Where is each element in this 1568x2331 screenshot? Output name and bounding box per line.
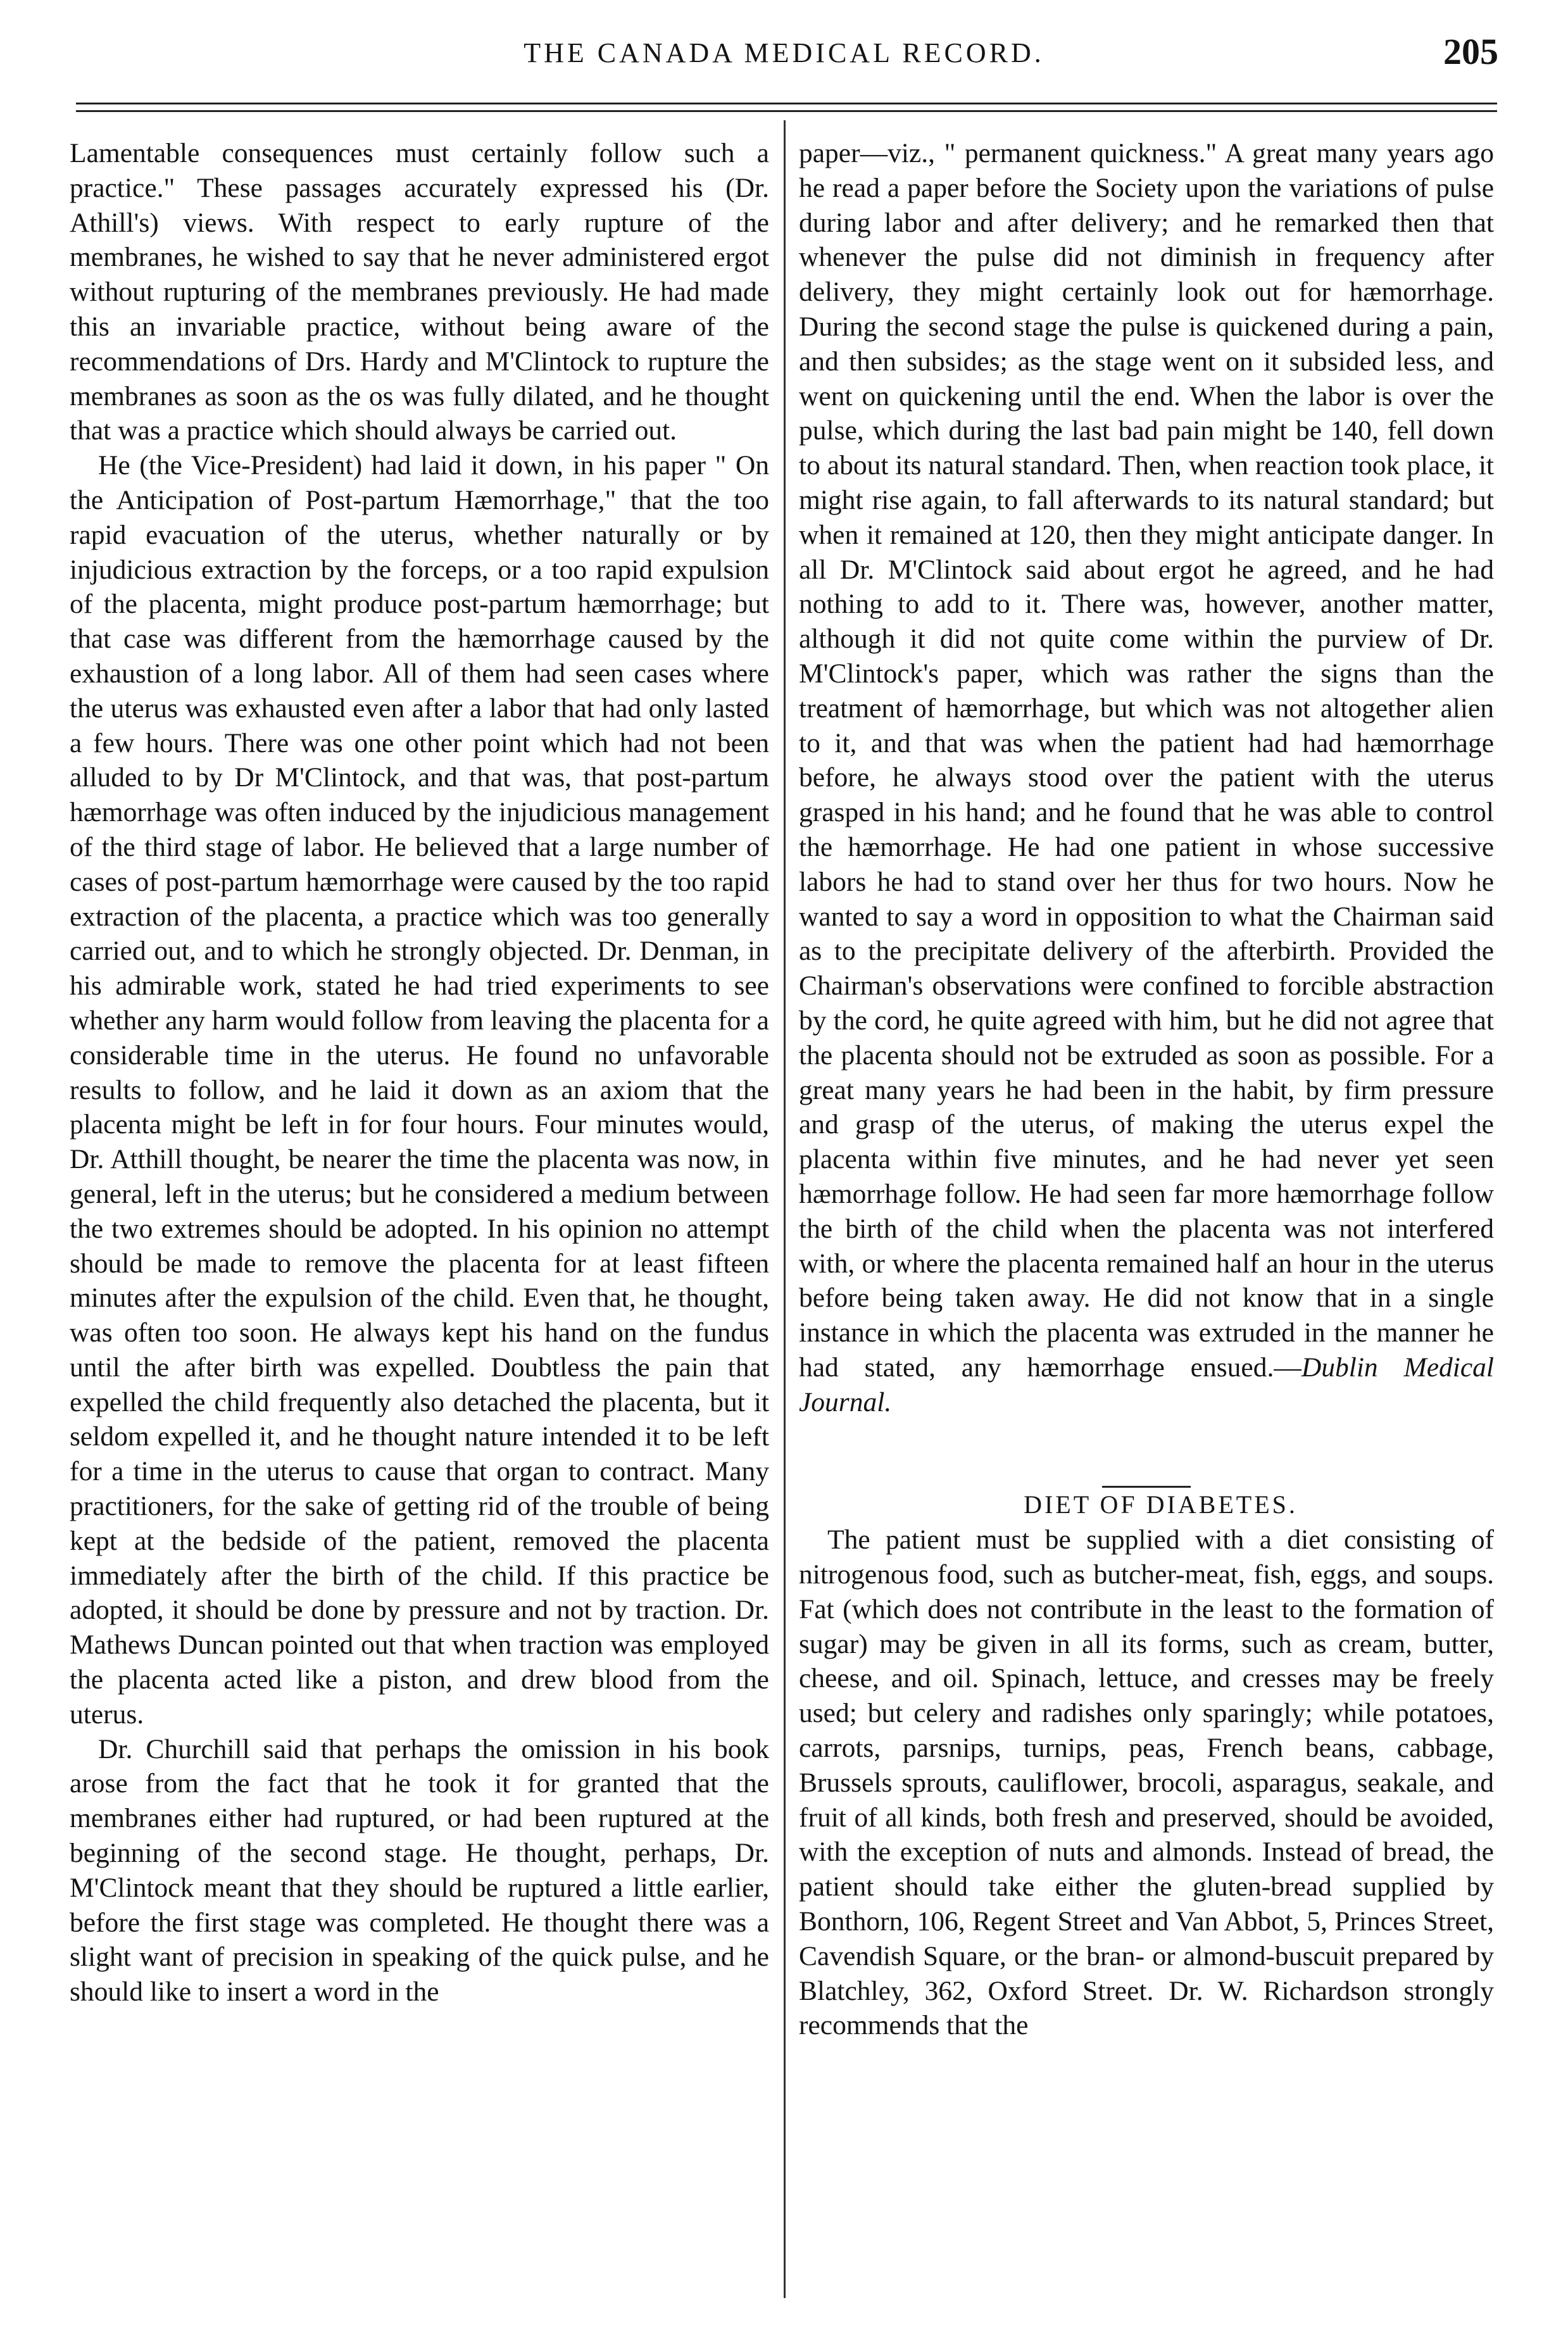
- paragraph: Lamentable consequences must certainly follow such a practice." These passages accurately expressed his (Dr. Athill's) views. With respect to early rupture of the membranes, he wished to say that he never administered ergot without rupturing of the membranes previously. He had made this an invariable practice, without being aware of the recommendations of Drs. Hardy and M'Clintock to rupture the membranes as soon as the os was fully dilated, and he thought that was a practice which should always be carried out.: [70, 138, 769, 446]
- paragraph: Dr. Churchill said that perhaps the omission in his book arose from the fact that he took it for granted that the membranes either had ruptured, or had been ruptured at the beginning of the second stage. He thought, perhaps, Dr. M'Clintock meant that they should be ruptured a little earlier, before the first stage was completed. He thought there was a slight want of precision in speaking of the quick pulse, and he should like to insert a word in the: [70, 1733, 769, 2007]
- page-header: [0, 31, 1568, 87]
- column-divider: [784, 120, 786, 2298]
- paragraph: He (the Vice-President) had laid it down, in his paper " On the Anticipation of Post-partum Hæmorrhage," that the too rapid evacuation of the uterus, whether naturally or by injudicious extraction by the forceps, or a too rapid expulsion of the placenta, might produce post-partum hæmorrhage; but that case was different from the hæmorrhage caused by the exhaustion of a long labor. All of them had seen cases where the uterus was exhausted even after a labor that had only lasted a few hours. There was one other point which had not been alluded to by Dr M'Clintock, and that was, that post-partum hæmorrhage was often induced by the injudicious management of the third stage of labor. He believed that a large number of cases of post-partum hæmorrhage were caused by the too rapid extraction of the placenta, a practice which was too generally carried out, and to which he strongly objected. Dr. Denman, in his admirable work, stated he had tried experiments to see whether any harm would follow from leaving the placenta for a considerable time in the uterus. He found no unfavorable results to follow, and he laid it down as an axiom that the placenta might be left in for four hours. Four minutes would, Dr. Atthill thought, be nearer the time the placenta was now, in general, left in the uterus; but he considered a medium between the two extremes should be adopted. In his opinion no attempt should be made to remove the placenta for at least fifteen minutes after the expulsion of the child. Even that, he thought, was often too soon. He always kept his hand on the fundus until the after birth was expelled. Doubtless the pain that expelled the child frequently also detached the placenta, but it seldom expelled it, and he thought nature intended it to be left for a time in the uterus to cause that organ to contract. Many practitioners, for the sake of getting rid of the trouble of being kept at the bedside of the patient, removed the placenta immediately after the birth of the child. If this practice be adopted, it should be done by pressure and not by traction. Dr. Mathews Duncan pointed out that when traction was employed the placenta acted like a piston, and drew blood from the uterus.: [70, 450, 769, 1730]
- right-column: [799, 136, 1494, 2043]
- spacer: [799, 1419, 1494, 1486]
- paragraph: [799, 136, 1494, 1419]
- header-rule-bottom: [76, 110, 1497, 112]
- paragraph-text: paper—viz., " permanent quickness." A great many years ago he read a paper before the Society upon the variations of pulse during labor and after delivery; and he remarked then that whenever the pulse did not diminish in frequency after delivery, they might certainly look out for hæmorrhage. During the second stage the pulse is quickened during a pain, and then subsides; as the stage went on it subsided less, and went on quickening until the end. When the labor is over the pulse, which during the last bad pain might be 140, fell down to about its natural standard. Then, when reaction took place, it might rise again, to fall afterwards to its natural standard; but when it remained at 120, then they might anticipate danger. In all Dr. M'Clintock said about ergot he agreed, and he had nothing to add to it. There was, however, another matter, although it did not quite come within the purview of Dr. M'Clintock's paper, which was rather the signs than the treatment of hæmorrhage, but which was not altogether alien to it, and that was when the patient had had hæmorrhage before, he always stood over the patient with the uterus grasped in his hand; and he found that he was able to control the hæmorrhage. He had one patient in whose successive labors he had to stand over her thus for two hours. Now he wanted to say a word in opposition to what the Chairman said as to the precipitate delivery of the afterbirth. Provided the Chairman's observations were confined to forcible abstraction by the cord, he quite agreed with him, but he did not agree that the placenta should not be extruded as soon as possible. For a great many years he had been in the habit, by firm pressure and grasp of the uterus, of making the uterus expel the placenta within five minutes, and he had never yet seen hæmorrhage follow. He had seen far more hæmorrhage follow the birth of the child when the placenta was not interfered with, or where the placenta remained half an hour in the uterus before being taken away. He did not know that in a single instance in which the placenta was extruded in the manner he had stated, any hæmorrhage ensued.—: [799, 138, 1494, 1383]
- running-title: THE CANADA MEDICAL RECORD.: [524, 37, 1044, 68]
- header-rule-top: [76, 103, 1497, 104]
- paragraph: The patient must be supplied with a diet consisting of nitrogenous food, such as butcher-meat, fish, eggs, and soups. Fat (which does not contribute in the least to the formation of sugar) may be given in all its forms, such as cream, butter, cheese, and oil. Spinach, lettuce, and cresses may be freely used; but celery and radishes only sparingly; while potatoes, carrots, parsnips, turnips, peas, French beans, cabbage, Brussels sprouts, cauliflower, brocoli, asparagus, seakale, and fruit of all kinds, both fresh and preserved, should be avoided, with the exception of nuts and almonds. Instead of bread, the patient should take either the gluten-bread supplied by Bonthorn, 106, Regent Street and Van Abbot, 5, Princes Street, Cavendish Square, or the bran- or almond-buscuit prepared by Blatchley, 362, Oxford Street. Dr. W. Richardson strongly recommends that the: [799, 1524, 1494, 2041]
- left-column: [70, 136, 769, 2009]
- page-number: 205: [1443, 31, 1498, 72]
- section-heading: DIET OF DIABETES.: [1024, 1490, 1298, 1519]
- citation: Dublin Medical Journal.: [799, 1352, 1495, 1417]
